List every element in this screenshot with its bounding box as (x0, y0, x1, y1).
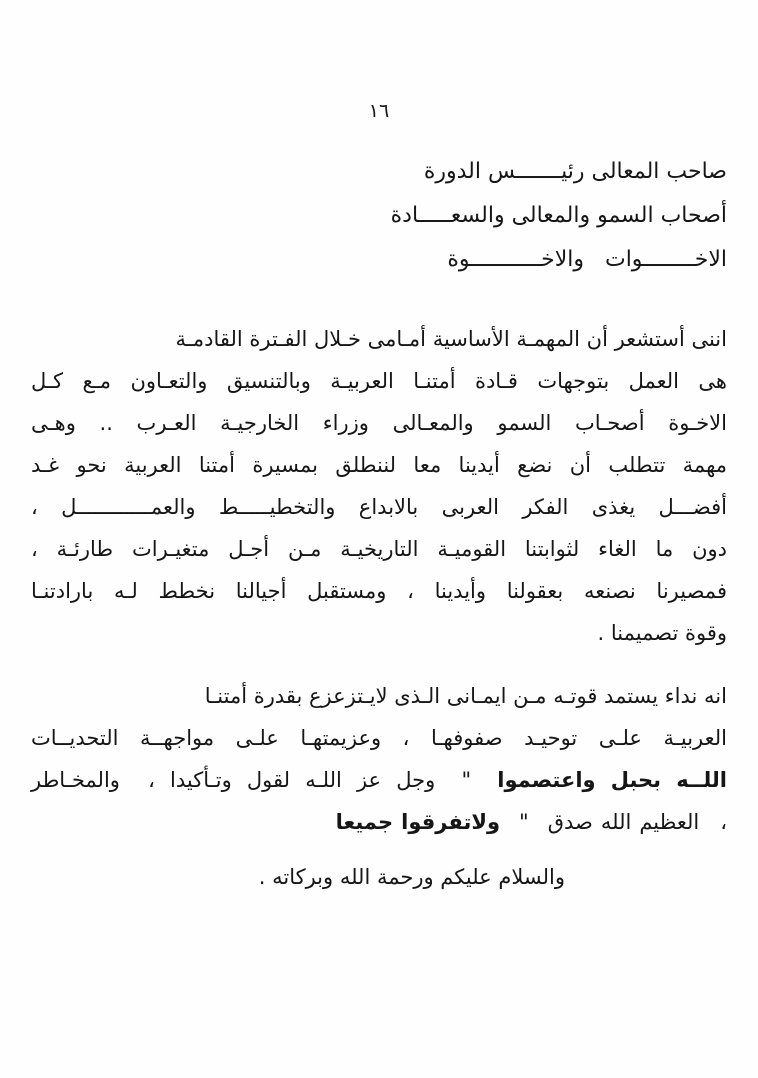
text-line: فمصيرنا نصنعه بعقولنا وأيدينا ، ومستقبل أجيالنا نخطط لـه بارادتنـا (31, 579, 727, 603)
word-token: اللــه (676, 768, 727, 792)
paragraph-mission (31, 318, 727, 654)
word-token: الله (600, 810, 632, 834)
word-token: والمخـاطر (31, 768, 120, 792)
word-token: اللـه (305, 768, 342, 792)
page-content (0, 98, 758, 898)
word-token: العظيم (639, 810, 700, 834)
word-token: صدق (547, 810, 593, 834)
text-line-quran-quote-start (31, 759, 727, 801)
word-token: بحبل (610, 768, 662, 792)
text-line: العربيـة علـى توحيـد صفوفهـا ، وعزيمتهـا علـى مواجهــة التحديــات (31, 726, 727, 750)
text-line: مهمة تتطلب أن نضع أيدينا معا لننطلق بمسيرة أمتنا العربية نحو غـد (31, 453, 727, 477)
paragraph-appeal (31, 675, 727, 843)
salutation-header (31, 150, 727, 282)
word-token: واعتصموا (497, 768, 596, 792)
word-token: لقول (246, 768, 291, 792)
quote-mark: " (461, 768, 472, 792)
word-token: وتـأكيدا (170, 768, 232, 792)
quote-mark: " (519, 810, 529, 834)
word-token: عز (356, 768, 382, 792)
salutation-line-brothers-sisters: الاخــــــــوات والاخـــــــــــوة (447, 247, 727, 272)
closing-salutation: والسلام عليكم ورحمة الله وبركاته . (258, 865, 565, 889)
word-token: وجل (396, 768, 436, 792)
word-token: جميعا (335, 810, 394, 834)
word-token: ولاتفرقوا (401, 810, 501, 834)
page-number: ١٦ (368, 100, 390, 122)
text-line: هى العمل بتوجهات قـادة أمتنـا العربيـة وبالتنسيق والتعـاون مـع كـل (31, 369, 727, 393)
text-line: دون ما الغاء لثوابتنا القوميـة التاريخيـة مـن أجـل متغيـرات طارئـة ، (31, 537, 727, 561)
text-line-paragraph-end: وقوة تصميمنا . (597, 621, 727, 645)
text-line-quran-quote-end (31, 801, 727, 843)
salutation-line-president: صاحب المعالى رئيـــــــس الدورة (423, 159, 727, 184)
comma-mark: ، (720, 810, 727, 834)
text-line: اننى أستشعر أن المهمـة الأساسية أمـامى خـلال الفـترة القادمـة (175, 327, 727, 351)
text-line: أفضـــل يغذى الفكر العربى بالابداع والتخطيـــــط والعمــــــــــــل ، (31, 495, 727, 519)
text-line: الاخـوة أصحـاب السمو والمعـالى وزراء الخارجيـة العـرب .. وهـى (31, 411, 727, 435)
text-line: انه نداء يستمد قوتـه مـن ايمـانى الـذى لايـتزعزع بقدرة أمتنـا (204, 684, 727, 708)
comma-mark: ، (148, 768, 155, 792)
salutation-line-excellencies: أصحاب السمو والمعالى والسعـــــادة (390, 203, 727, 228)
